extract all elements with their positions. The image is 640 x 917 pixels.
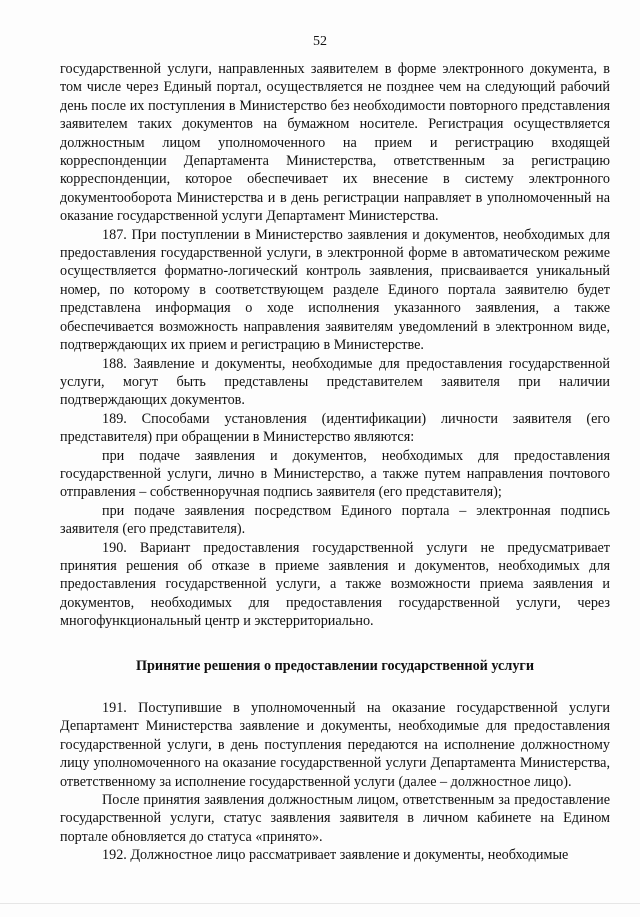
paragraph-187: 187. При поступлении в Министерство заявления и документов, необходимых для предоставления государственной услуги, в электронной форме в автоматическом режиме осуществляется форматно-логический контроль заявления, присваивается уникальный номер, по которому в соответствующем разделе Единого портала заявителю будет представлена информация о ходе исполнения указанного заявления, а также обеспечивается возможность направления заявителям уведомлений в электронном виде, подтверждающих их прием и регистрацию в Министерстве.: [60, 226, 610, 354]
paragraph-continuation: государственной услуги, направленных заявителем в форме электронного документа, в том числе через Единый портал, осуществляется не позднее чем на следующий рабочий день после их поступления в Министерство без необходимости повторного представления заявителем таких документов на бумажном носителе. Регистрация осуществляется должностным лицом уполномоченного на прием и регистрацию входящей корреспонденции Департамента Министерства, ответственным за регистрацию корреспонденции, которое обеспечивает их внесение в систему электронного документооборота Министерства и в день регистрации направляет в уполномоченный на оказание государственной услуги Департамент Министерства.: [60, 61, 610, 225]
paragraph-192: 192. Должностное лицо рассматривает заявление и документы, необходимые: [102, 847, 569, 864]
paragraph-190: 190. Вариант предоставления государственной услуги не предусматривает принятия решения об отказе в приеме заявления и документов, необходимых для предоставления государственной услуги, а также возможности приема заявления и документов, необходимых для предоставления государственной услуги, через многофункциональный центр и экстерриториально.: [60, 539, 610, 630]
scan-bottom-edge: [0, 903, 640, 904]
page-number: 52: [313, 34, 327, 49]
paragraph-189: 189. Способами установления (идентификации) личности заявителя (его представителя) при обращении в Министерство являются:: [60, 410, 610, 446]
paragraph-189-item-1: при подаче заявления и документов, необходимых для предоставления государственной услуги, лично в Министерство, а также путем направления почтового отправления – собственноручная подпись заявителя (его представителя);: [60, 447, 610, 501]
section-heading: Принятие решения о предоставлении государственной услуги: [135, 657, 535, 674]
paragraph-191: 191. Поступившие в уполномоченный на оказание государственной услуги Департамент Министерства заявление и документы, необходимые для предоставления государственной услуги, в день поступления передаются на исполнение должностному лицу уполномоченного на оказание государственной услуги Департамента Министерства, ответственному за исполнение государственной услуги (далее – должностное лицо).: [60, 700, 610, 790]
paragraph-188: 188. Заявление и документы, необходимые для предоставления государственной услуги, могут быть представлены представителем заявителя при наличии подтверждающих документов.: [60, 355, 610, 409]
paragraph-191-status: После принятия заявления должностным лицом, ответственным за предоставление государственной услуги, статус заявления заявителя в личном кабинете на Едином портале обновляется до статуса «принято».: [60, 792, 610, 845]
document-body: [60, 60, 610, 865]
paragraph-189-item-2: при подаче заявления посредством Единого портала – электронная подпись заявителя (его представителя).: [60, 502, 610, 538]
